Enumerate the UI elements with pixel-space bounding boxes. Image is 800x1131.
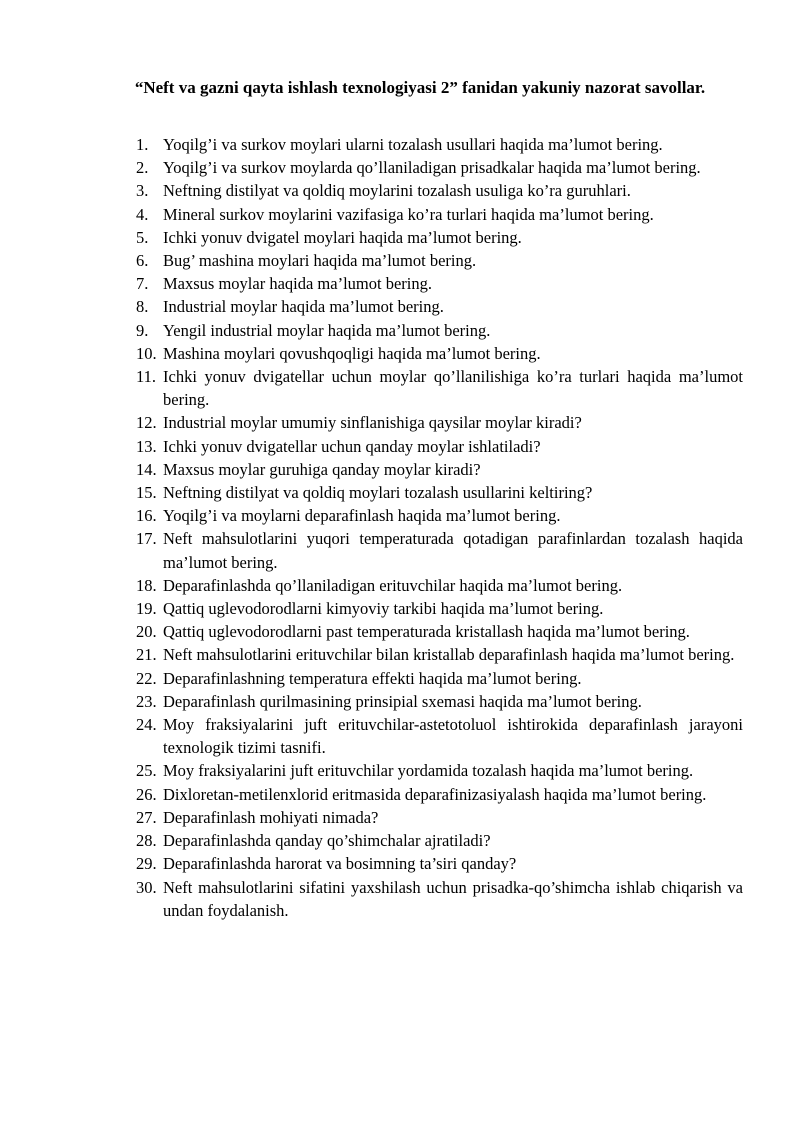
question-text: Mineral surkov moylarini vazifasiga ko’ra turlari haqida ma’lumot bering. xyxy=(163,204,654,224)
question-number: 25. xyxy=(136,761,157,781)
question-item xyxy=(136,365,743,411)
question-item xyxy=(136,435,743,458)
question-text: Deparafinlashning temperatura effekti haqida ma’lumot bering. xyxy=(163,668,582,688)
question-number: 10. xyxy=(136,343,157,363)
question-item xyxy=(136,806,743,829)
question-number: 19. xyxy=(136,599,157,619)
question-item xyxy=(136,133,743,156)
question-text: Deparafinlashda qo’llaniladigan erituvchilar haqida ma’lumot bering. xyxy=(163,575,623,595)
question-item xyxy=(136,574,743,597)
question-number: 14. xyxy=(136,459,157,479)
question-text: Ichki yonuv dvigatellar uchun moylar qo’llanilishiga ko’ra turlari haqida ma’lumot bering. xyxy=(163,367,743,410)
question-text: Qattiq uglevodorodlarni past temperaturada kristallash haqida ma’lumot bering. xyxy=(163,622,690,642)
question-item xyxy=(136,411,743,434)
question-number: 6. xyxy=(136,251,149,271)
question-number: 7. xyxy=(136,274,149,294)
question-text: Deparafinlash qurilmasining prinsipial sxemasi haqida ma’lumot bering. xyxy=(163,691,642,711)
question-number: 24. xyxy=(136,715,157,735)
question-item xyxy=(136,643,743,666)
question-number: 16. xyxy=(136,506,157,526)
question-item xyxy=(136,783,743,806)
question-number: 28. xyxy=(136,831,157,851)
question-item xyxy=(136,203,743,226)
question-text: Moy fraksiyalarini juft erituvchilar yordamida tozalash haqida ma’lumot bering. xyxy=(163,761,694,781)
question-text: Yoqilg’i va moylarni deparafinlash haqida ma’lumot bering. xyxy=(163,506,561,526)
question-item xyxy=(136,295,743,318)
question-number: 3. xyxy=(136,181,149,201)
question-item xyxy=(136,179,743,202)
question-text: Industrial moylar haqida ma’lumot bering. xyxy=(163,297,444,317)
question-text: Yengil industrial moylar haqida ma’lumot bering. xyxy=(163,320,491,340)
question-item xyxy=(136,690,743,713)
question-number: 20. xyxy=(136,622,157,642)
question-text: Maxsus moylar guruhiga qanday moylar kiradi? xyxy=(163,459,481,479)
question-number: 13. xyxy=(136,436,157,456)
question-item xyxy=(136,272,743,295)
question-item xyxy=(136,667,743,690)
question-text: Neft mahsulotlarini yuqori temperaturada qotadigan parafinlardan tozalash haqida ma’lumot bering. xyxy=(163,529,743,572)
question-number: 18. xyxy=(136,575,157,595)
question-text: Dixloretan-metilenxlorid eritmasida deparafinizasiyalash haqida ma’lumot bering. xyxy=(163,784,707,804)
question-number: 27. xyxy=(136,807,157,827)
question-number: 15. xyxy=(136,483,157,503)
question-item xyxy=(136,342,743,365)
question-number: 2. xyxy=(136,158,149,178)
question-item xyxy=(136,226,743,249)
question-item xyxy=(136,458,743,481)
question-list xyxy=(136,133,743,922)
question-item xyxy=(136,156,743,179)
question-number: 12. xyxy=(136,413,157,433)
question-number: 8. xyxy=(136,297,149,317)
question-item xyxy=(136,319,743,342)
question-item xyxy=(136,620,743,643)
question-number: 22. xyxy=(136,668,157,688)
question-text: Neft mahsulotlarini erituvchilar bilan kristallab deparafinlash haqida ma’lumot bering. xyxy=(163,645,735,665)
question-item xyxy=(136,852,743,875)
question-item xyxy=(136,481,743,504)
question-number: 23. xyxy=(136,691,157,711)
question-text: Deparafinlashda harorat va bosimning ta’siri qanday? xyxy=(163,854,517,874)
question-number: 11. xyxy=(136,367,157,387)
question-item xyxy=(136,713,743,759)
question-text: Bug’ mashina moylari haqida ma’lumot bering. xyxy=(163,251,477,271)
question-number: 1. xyxy=(136,135,149,154)
question-number: 30. xyxy=(136,877,157,897)
document-title: “Neft va gazni qayta ishlash texnologiyasi 2” fanidan yakuniy nazorat savollar. xyxy=(134,78,706,97)
question-item xyxy=(136,527,743,573)
question-text: Qattiq uglevodorodlarni kimyoviy tarkibi haqida ma’lumot bering. xyxy=(163,599,604,619)
question-number: 4. xyxy=(136,204,149,224)
question-text: Deparafinlash mohiyati nimada? xyxy=(163,807,379,827)
question-text: Ichki yonuv dvigatellar uchun qanday moylar ishlatiladi? xyxy=(163,436,541,456)
question-item xyxy=(136,876,743,922)
question-item xyxy=(136,759,743,782)
question-item xyxy=(136,597,743,620)
question-number: 29. xyxy=(136,854,157,874)
question-text: Yoqilg’i va surkov moylari ularni tozalash usullari haqida ma’lumot bering. xyxy=(163,135,663,154)
question-number: 21. xyxy=(136,645,157,665)
question-item xyxy=(136,504,743,527)
question-text: Moy fraksiyalarini juft erituvchilar-astetotoluol ishtirokida deparafinlash jarayoni texnologik tizimi tasnifi. xyxy=(163,715,743,758)
question-text: Industrial moylar umumiy sinflanishiga qaysilar moylar kiradi? xyxy=(163,413,582,433)
question-item xyxy=(136,249,743,272)
question-number: 9. xyxy=(136,320,149,340)
question-number: 5. xyxy=(136,227,149,247)
question-text: Ichki yonuv dvigatel moylari haqida ma’lumot bering. xyxy=(163,227,522,247)
question-number: 26. xyxy=(136,784,157,804)
question-text: Neftning distilyat va qoldiq moylari tozalash usullarini keltiring? xyxy=(163,483,593,503)
question-text: Neft mahsulotlarini sifatini yaxshilash uchun prisadka-qo’shimcha ishlab chiqarish va undan foydalanish. xyxy=(163,877,743,920)
question-text: Maxsus moylar haqida ma’lumot bering. xyxy=(163,274,432,294)
question-number: 17. xyxy=(136,529,157,549)
question-text: Neftning distilyat va qoldiq moylarini tozalash usuliga ko’ra guruhlari. xyxy=(163,181,631,201)
question-text: Deparafinlashda qanday qo’shimchalar ajratiladi? xyxy=(163,831,491,851)
question-text: Mashina moylari qovushqoqligi haqida ma’lumot bering. xyxy=(163,343,541,363)
question-item xyxy=(136,829,743,852)
question-text: Yoqilg’i va surkov moylarda qo’llaniladigan prisadkalar haqida ma’lumot bering. xyxy=(163,158,701,178)
